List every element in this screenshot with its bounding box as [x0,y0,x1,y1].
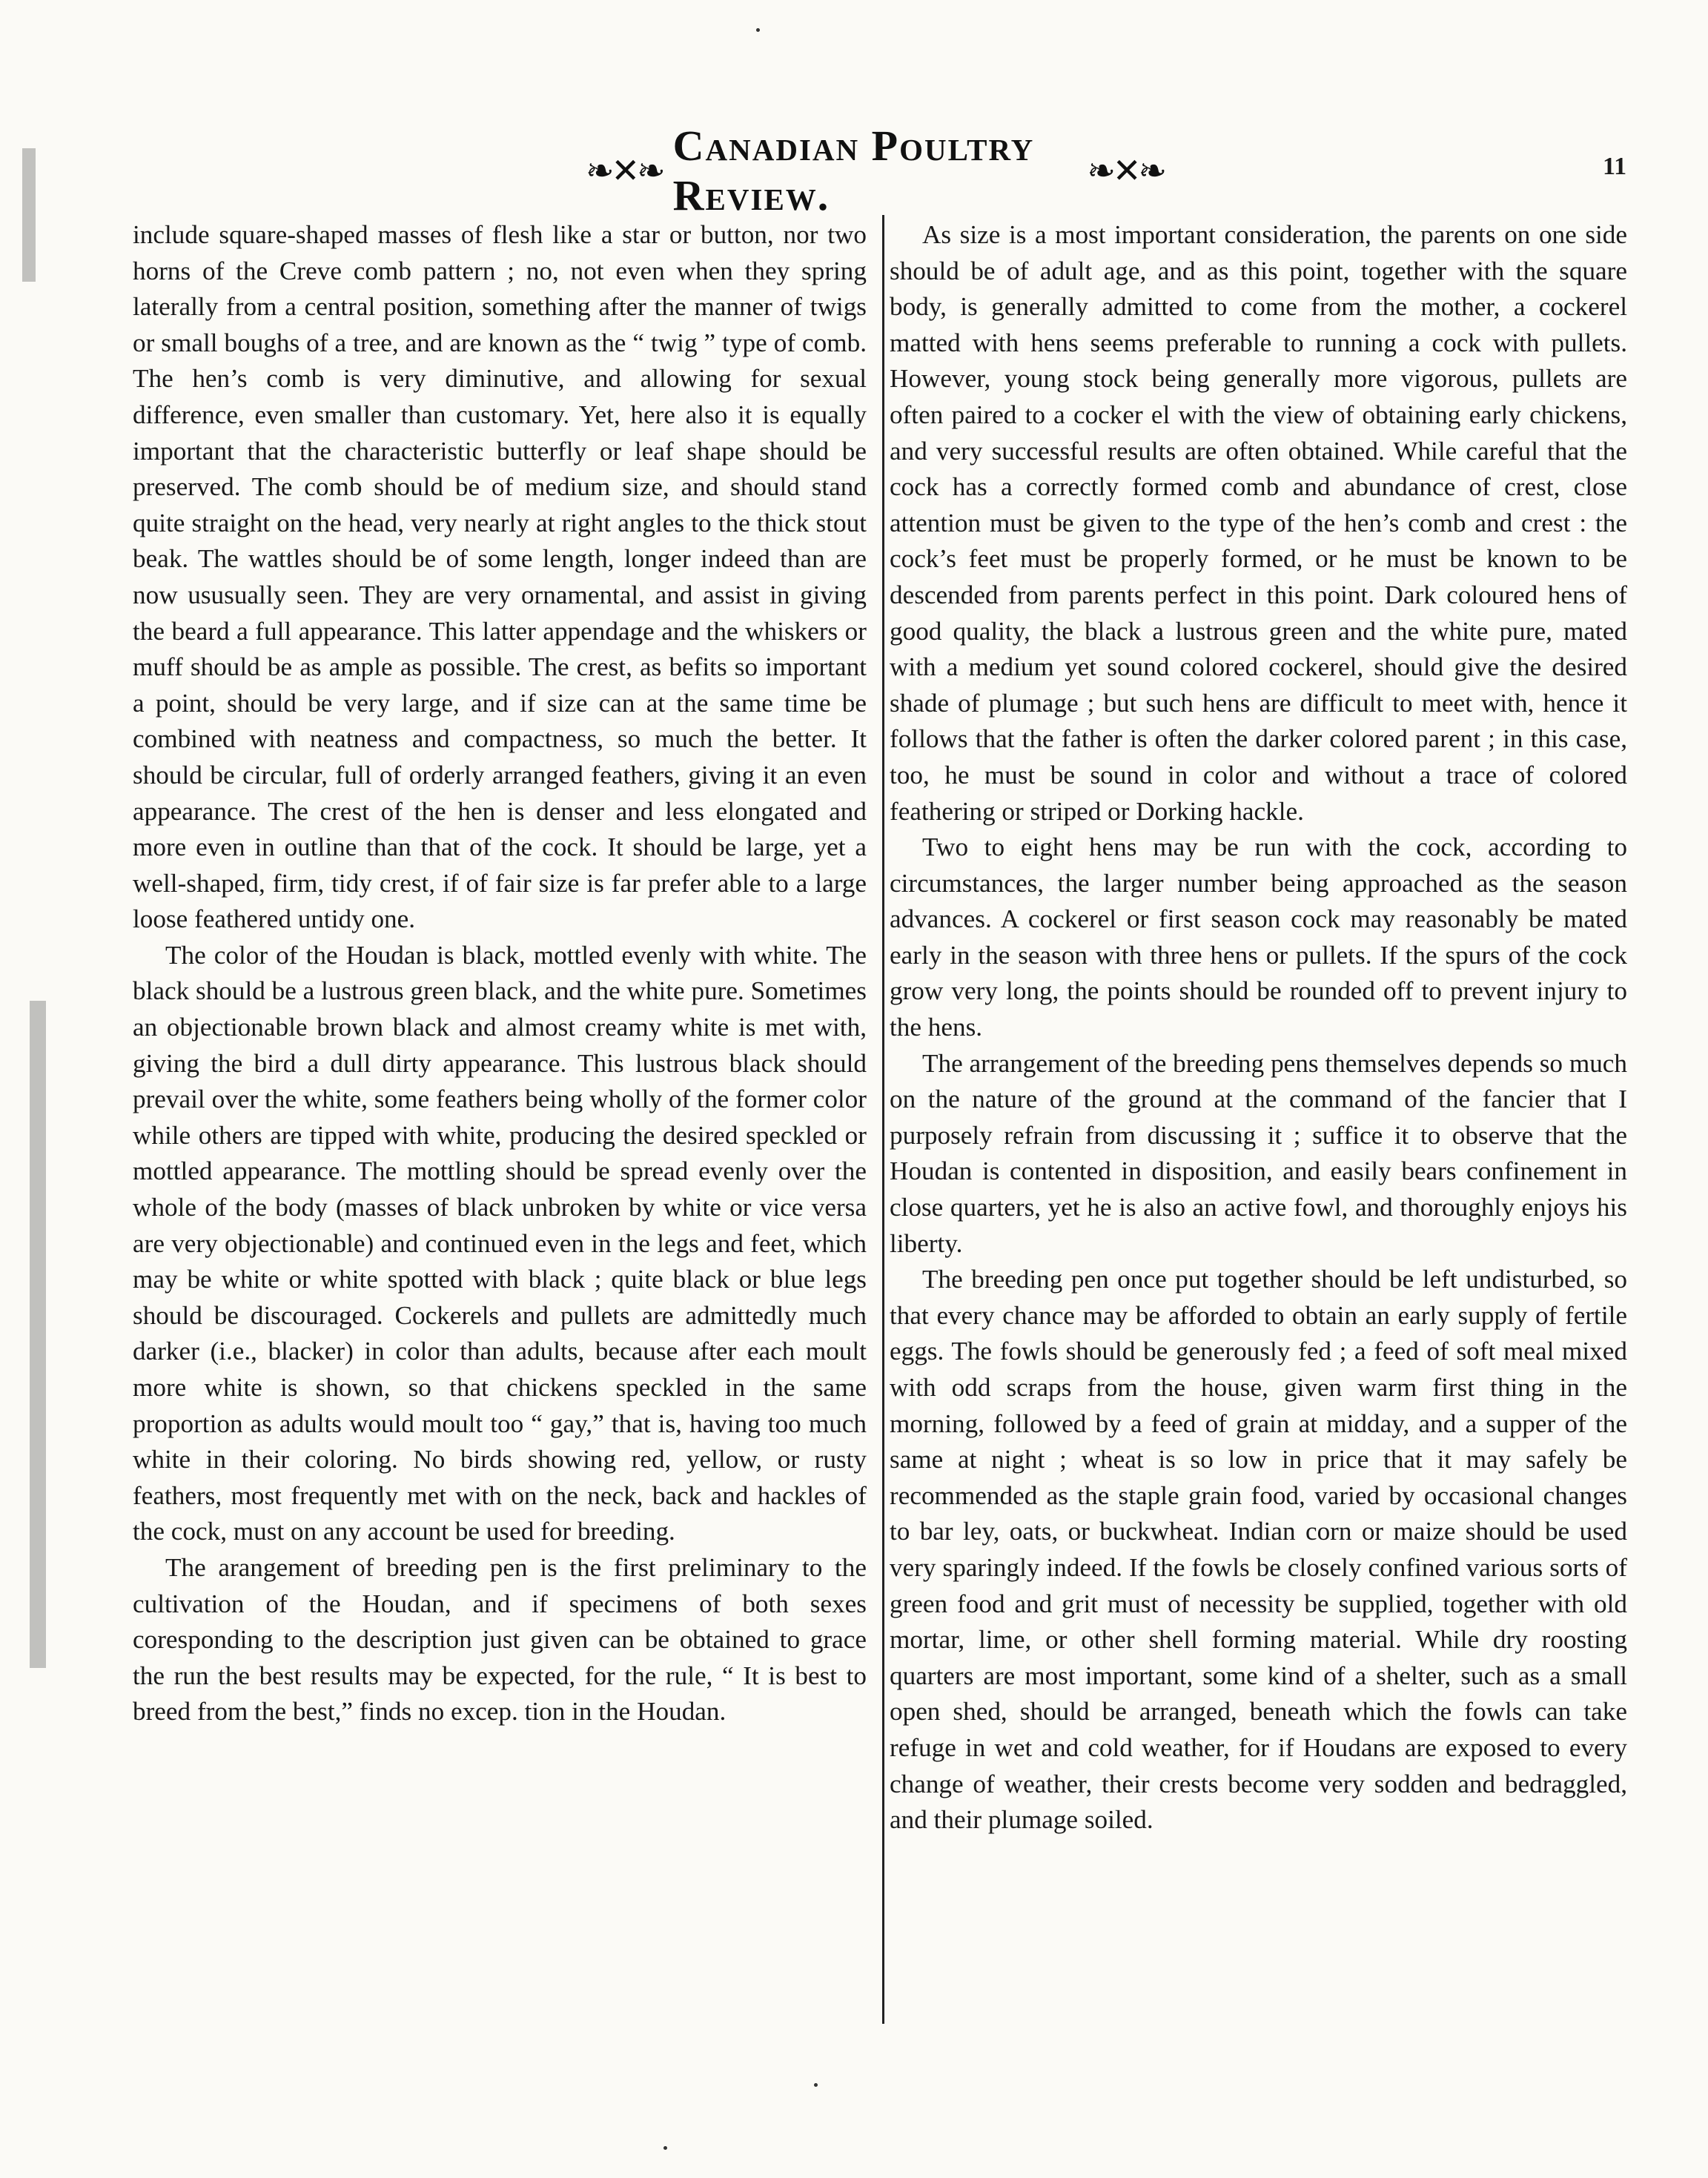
left-column [133,217,867,1730]
scan-speck [814,2083,818,2087]
page-number: 11 [1603,153,1627,180]
masthead-title-block [586,122,1164,219]
paragraph: The arrangement of the breeding pens themselves depends so much on the nature of the ground at the command of the fancier that I purposely refrain from discussing it ; suffice it to observe that the Houdan is contented in disposition, and easily bears confinement in close quarters, yet he is also an active fowl, and thoroughly enjoys his liberty. [890,1048,1627,1258]
ornament-left-icon: ❧✕❧ [586,152,663,190]
scan-margin-artifact [22,148,36,282]
paragraph: The breeding pen once put together should be left undisturbed, so that every chance may be afforded to obtain an early supply of fertile eggs. The fowls should be generously fed ; a feed of soft meal mixed with odd scraps from the house, given warm first thing in the morning, followed by a feed of grain at midday, and a supper of the same at night ; wheat is so low in price that it may safely be recommended as the staple grain food, varied by occasional changes to bar ley, oats, or buckwheat. Indian corn or maize should be used very sparingly indeed. If the fowls be closely confined various sorts of green food and grit must of necessity be supplied, together with old mortar, lime, or other shell forming material. While dry roosting quarters are most important, some kind of a shelter, such as a small open shed, should be arranged, beneath which the fowls can take refuge in wet and cold weather, for if Houdans are exposed to every change of weather, their crests become very sodden and bedraggled, and their plumage soiled. [890,1265,1627,1835]
paragraph: The arangement of breeding pen is the first preliminary to the cultivation of the Houdan, and if specimens of both sexes coresponding to the description just given can be obtained to grace the run the best results may be expected, for the rule, “ It is best to breed from the best,” finds no excep. tion in the Houdan. [133,1552,867,1727]
scan-speck [663,2146,667,2150]
paragraph: include square-shaped masses of flesh like a star or button, nor two horns of the Creve comb pattern ; no, not even when they spring laterally from a central position, something after the manner of twigs or small boughs of a tree, and are known as the “ twig ” type of comb. The hen’s comb is very diminutive, and allowing for sexual difference, even smaller than customary. Yet, here also it is equally important that the characteristic butterfly or leaf shape should be preserved. The comb should be of medium size, and should stand quite straight on the head, very nearly at right angles to the thick stout beak. The wattles should be of some length, longer indeed than are now ususually seen. They are very ornamental, and assist in giving the beard a full appearance. This latter appendage and the whiskers or muff should be as ample as possible. The crest, as befits so important a point, should be very large, and if size can at the same time be combined with neatness and compactness, so much the better. It should be circular, full of orderly arranged feathers, giving it an even appearance. The crest of the hen is denser and less elongated and more even in outline than that of the cock. It should be large, yet a well-shaped, firm, tidy crest, if of fair size is far prefer able to a large loose feathered untidy one. [133,220,867,934]
scan-margin-artifact [30,1001,46,1668]
paragraph: Two to eight hens may be run with the cock, according to circumstances, the larger number being approached as the season advances. A cockerel or first season cock may reasonably be mated early in the season with three hens or pullets. If the spurs of the cock grow very long, the points should be rounded off to prevent injury to the hens. [890,833,1627,1042]
publication-title: Canadian Poultry Review. [672,122,1035,219]
paragraph: As size is a most important consideration, the parents on one side should be of adult age, and as this point, together with the square body, is generally admitted to come from the mother, a cockerel matted with hens seems preferable to running a cock with pullets. However, young stock being generally more vigorous, pullets are often paired to a cocker el with the view of obtaining early chickens, and very successful results are often obtained. While careful that the cock has a correctly formed comb and abundance of crest, close attention must be given to the type of the hen’s comb and crest : the cock’s feet must be properly formed, or he must be known to be descended from parents perfect in this point. Dark coloured hens of good quality, the black a lustrous green and the white pure, mated with a medium yet sound colored cockerel, should give the desired shade of plumage ; but such hens are difficult to meet with, hence it follows that the father is often the darker colored parent ; in this case, too, he must be sound in color and without a trace of colored feathering or striped or Dorking hackle. [890,220,1627,826]
column-divider [882,215,884,2024]
right-column [890,217,1627,1838]
masthead [0,122,1708,219]
paragraph: The color of the Houdan is black, mottled evenly with white. The black should be a lustrous green black, and the white pure. Sometimes an objectionable brown black and almost creamy white is met with, giving the bird a dull dirty appearance. This lustrous black should prevail over the white, some feathers being wholly of the former color while others are tipped with white, producing the desired speckled or mottled appearance. The mottling should be spread evenly over the whole of the body (masses of black unbroken by white or vice versa are very objectionable) and continued even in the legs and feet, which may be white or white spotted with black ; quite black or blue legs should be discouraged. Cockerels and pullets are admittedly much darker (i.e., blacker) in color than adults, because after each moult more white is shown, so that chickens speckled in the same proportion as adults would moult too “ gay,” that is, having too much white in their coloring. No birds showing red, yellow, or rusty feathers, most frequently met with on the neck, back and hackles of the cock, must on any account be used for breeding. [133,940,867,1546]
ornament-right-icon: ❧✕❧ [1087,152,1164,190]
scan-speck [756,28,760,32]
